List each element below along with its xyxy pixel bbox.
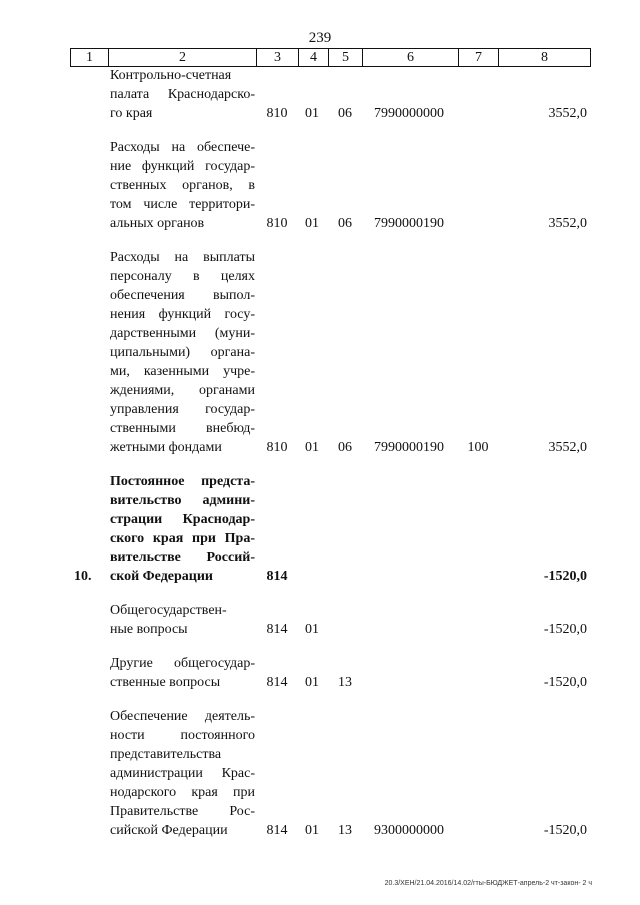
row-name-line: ственными внебюд- — [110, 421, 255, 436]
ministry-code: 814 — [266, 823, 288, 838]
row-name-line: нодарского края при — [110, 785, 255, 800]
row-name-line: управления государ- — [110, 402, 255, 417]
subsection-code: 13 — [338, 675, 352, 690]
column-header-1: 1 — [71, 49, 109, 67]
row-name-line: ского края при Пра- — [110, 531, 255, 546]
row-name — [110, 138, 255, 233]
table-row — [70, 248, 590, 457]
row-name-line: персоналу в целях — [110, 269, 255, 284]
column-header-5: 5 — [329, 49, 363, 67]
row-name-line: ности постоянного — [110, 728, 255, 743]
amount-value: -1520,0 — [543, 823, 587, 838]
row-name-line: Расходы на обеспече- — [110, 140, 255, 155]
amount-value: -1520,0 — [543, 675, 587, 690]
row-name-line: вительстве Россий- — [110, 550, 255, 565]
row-number: 10. — [74, 569, 92, 584]
ministry-code: 814 — [266, 675, 288, 690]
amount-value: 3552,0 — [548, 106, 587, 121]
row-name-line: ципальными) органа- — [110, 345, 255, 360]
section-code: 01 — [305, 622, 319, 637]
row-name-line: Правительстве Рос- — [110, 804, 255, 819]
table-row — [70, 654, 590, 692]
subsection-code: 13 — [338, 823, 352, 838]
row-name — [110, 654, 255, 692]
ministry-code: 810 — [266, 440, 288, 455]
row-name-line: ственных органов, в — [110, 178, 255, 193]
row-name — [110, 248, 255, 457]
amount-value: -1520,0 — [543, 622, 587, 637]
column-header-6: 6 — [363, 49, 459, 67]
row-name-line: ственные вопросы — [110, 675, 221, 690]
row-name-line: палата Краснодарско- — [110, 87, 255, 102]
target-article-code: 7990000190 — [374, 216, 444, 231]
row-name — [110, 707, 255, 840]
subsection-code: 06 — [338, 216, 352, 231]
column-header-4: 4 — [299, 49, 329, 67]
row-name-line: ской Федерации — [110, 569, 213, 584]
section-code: 01 — [305, 106, 319, 121]
subsection-code: 06 — [338, 440, 352, 455]
table-row — [70, 707, 590, 840]
ministry-code: 810 — [266, 106, 288, 121]
table-row — [70, 601, 590, 639]
target-article-code: 9300000000 — [374, 823, 444, 838]
amount-value: 3552,0 — [548, 216, 587, 231]
ministry-code: 810 — [266, 216, 288, 231]
row-name-line: альных органов — [110, 216, 205, 231]
section-code: 01 — [305, 440, 319, 455]
amount-value: -1520,0 — [543, 569, 587, 584]
row-name — [110, 601, 255, 639]
row-name-line: обеспечения выпол- — [110, 288, 255, 303]
document-footer: 20.3/ХЕН/21.04.2016/14.02/гты-БЮДЖЕТ-апрель-2 чт-закон- 2 ч — [384, 880, 592, 887]
column-header-8: 8 — [499, 49, 591, 67]
row-name-line: сийской Федерации — [110, 823, 228, 838]
section-code: 01 — [305, 823, 319, 838]
row-name-line: том числе территори- — [110, 197, 255, 212]
page-number: 239 — [308, 30, 332, 46]
row-name-line: ные вопросы — [110, 622, 188, 637]
row-name-line: ние функций государ- — [110, 159, 255, 174]
row-name-line: страции Краснодар- — [110, 512, 255, 527]
column-header-row — [71, 49, 591, 67]
row-name — [110, 66, 255, 123]
amount-value: 3552,0 — [548, 440, 587, 455]
expense-type-code: 100 — [467, 440, 489, 455]
row-name-line: ми, казенными учре- — [110, 364, 255, 379]
row-name-line: го края — [110, 106, 153, 121]
target-article-code: 7990000190 — [374, 440, 444, 455]
target-article-code: 7990000000 — [374, 106, 444, 121]
row-name-line: Другие общегосудар- — [110, 656, 255, 671]
row-name-line: Постоянное предста- — [110, 474, 255, 489]
row-name-line: Обеспечение деятель- — [110, 709, 255, 724]
column-header-2: 2 — [109, 49, 257, 67]
column-header-7: 7 — [459, 49, 499, 67]
row-name-line: Контрольно-счетная — [110, 68, 232, 83]
table-row — [70, 138, 590, 233]
section-code: 01 — [305, 675, 319, 690]
row-name-line: вительство админи- — [110, 493, 255, 508]
row-name-line: дарственными (муни- — [110, 326, 255, 341]
row-name-line: Расходы на выплаты — [110, 250, 255, 265]
section-code: 01 — [305, 216, 319, 231]
ministry-code: 814 — [266, 569, 288, 584]
row-name-line: Общегосударствен- — [110, 603, 227, 618]
ministry-code: 814 — [266, 622, 288, 637]
row-name — [110, 472, 255, 586]
table-row — [70, 472, 590, 586]
row-name-line: нения функций госу- — [110, 307, 255, 322]
table-row — [70, 66, 590, 123]
column-header-3: 3 — [257, 49, 299, 67]
subsection-code: 06 — [338, 106, 352, 121]
row-name-line: жетными фондами — [110, 440, 222, 455]
row-name-line: ждениями, органами — [110, 383, 255, 398]
row-name-line: администрации Крас- — [110, 766, 255, 781]
row-name-line: представительства — [110, 747, 222, 762]
column-header-table — [70, 48, 591, 67]
